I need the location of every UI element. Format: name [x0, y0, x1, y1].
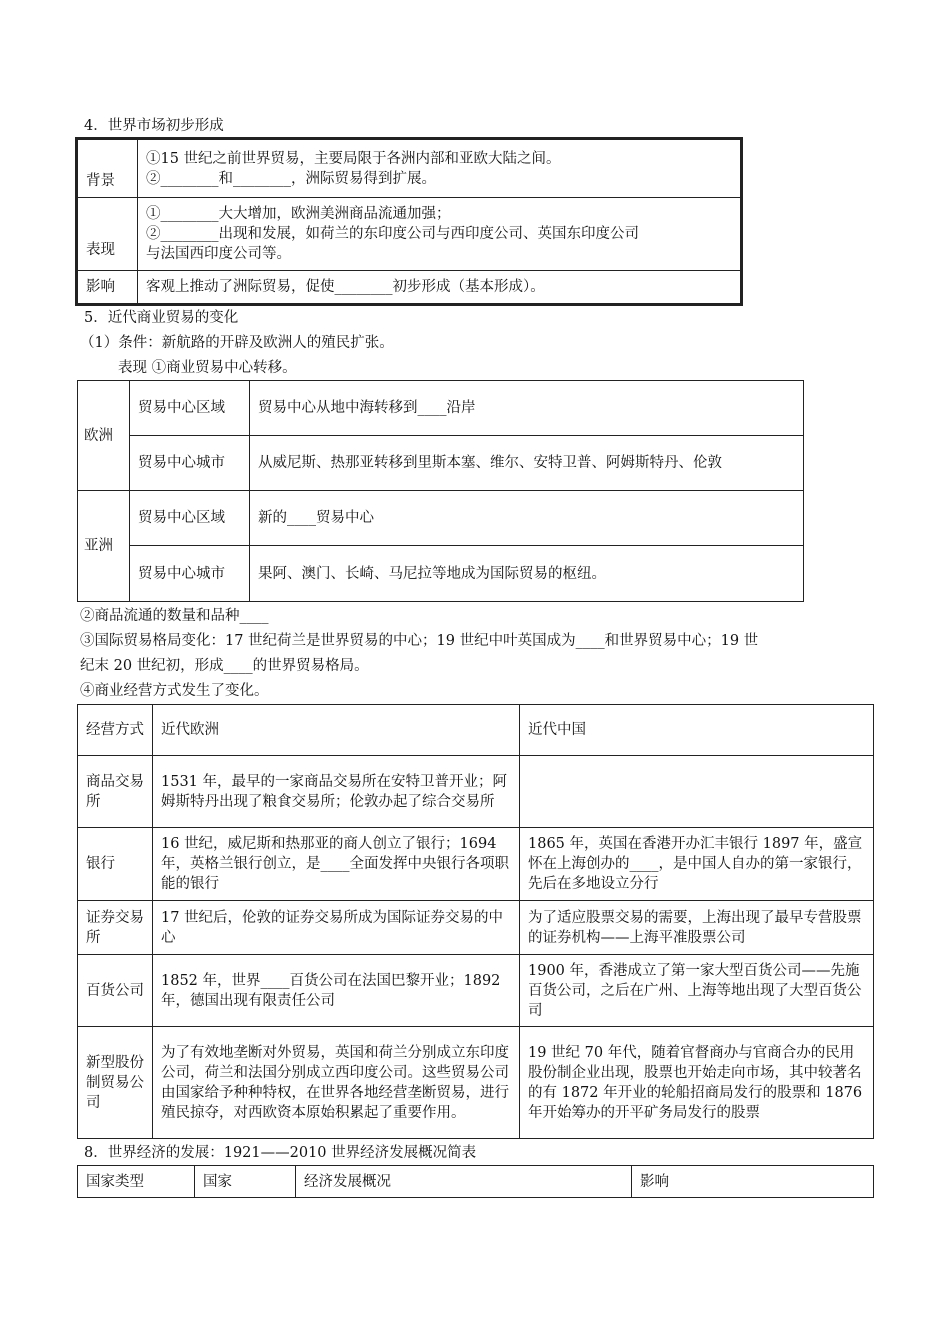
header-cell: 国家	[195, 1166, 296, 1198]
item-label: 贸易中心区域	[130, 381, 250, 436]
table-row	[78, 756, 874, 828]
paragraph-2: ②商品流通的数量和品种____	[80, 608, 269, 624]
header-cell: 经济发展概况	[296, 1166, 632, 1198]
table-row	[78, 198, 741, 271]
region-label: 亚洲	[78, 491, 130, 602]
table-row	[78, 1027, 874, 1139]
table-row	[78, 436, 804, 491]
table-row	[78, 955, 874, 1027]
header-cell: 近代中国	[520, 705, 874, 756]
table-row	[78, 546, 804, 602]
mode-label: 新型股份制贸易公司	[78, 1027, 153, 1139]
cell-line: ②________出现和发展，如荷兰的东印度公司与西印度公司、英国东印度公司	[146, 226, 639, 242]
item-label: 贸易中心城市	[130, 436, 250, 491]
row-label: 表现	[78, 198, 138, 271]
mode-label: 商品交易所	[78, 756, 153, 828]
section-4-heading: 4．世界市场初步形成	[84, 118, 224, 134]
section-5-heading: 5．近代商业贸易的变化	[84, 310, 239, 326]
table-header-row	[78, 1166, 874, 1198]
table-row	[78, 140, 741, 198]
condition-text: （1）条件：新航路的开辟及欧洲人的殖民扩张。	[80, 335, 394, 351]
header-cell: 国家类型	[78, 1166, 195, 1198]
china-cell: 1900 年，香港成立了第一家大型百货公司——先施百货公司，之后在广州、上海等地出现了大型百货公司	[520, 955, 874, 1027]
header-cell: 近代欧洲	[153, 705, 520, 756]
china-cell: 为了适应股票交易的需要，上海出现了最早专营股票的证券机构——上海平准股票公司	[520, 901, 874, 955]
item-text: 从威尼斯、热那亚转移到里斯本塞、维尔、安特卫普、阿姆斯特丹、伦敦	[250, 436, 804, 491]
header-cell: 影响	[632, 1166, 874, 1198]
cell-line: 客观上推动了洲际贸易，促使________初步形成（基本形成）。	[146, 279, 545, 295]
china-cell	[520, 756, 874, 828]
header-cell: 经营方式	[78, 705, 153, 756]
paragraph-4: ④商业经营方式发生了变化。	[80, 683, 269, 699]
item-text: 果阿、澳门、长崎、马尼拉等地成为国际贸易的枢纽。	[250, 546, 804, 602]
world-market-table	[77, 139, 741, 304]
business-mode-table	[77, 704, 874, 1139]
europe-cell: 1531 年，最早的一家商品交易所在安特卫普开业；阿姆斯特丹出现了粮食交易所；伦敦办起了综合交易所	[153, 756, 520, 828]
china-cell: 1865 年，英国在香港开办汇丰银行 1897 年，盛宣怀在上海创办的____，是中国人自办的第一家银行，先后在多地设立分行	[520, 828, 874, 901]
world-economy-table	[77, 1165, 874, 1198]
cell-line: ①15 世纪之前世界贸易，主要局限于各洲内部和亚欧大陆之间。	[146, 150, 561, 167]
cell-line: 与法国西印度公司等。	[146, 246, 291, 262]
cell-line: ①________大大增加，欧洲美洲商品流通加强；	[146, 206, 451, 222]
item-text: 新的____贸易中心	[250, 491, 804, 546]
europe-cell: 1852 年，世界____百货公司在法国巴黎开业；1892 年，德国出现有限责任公司	[153, 955, 520, 1027]
item-label: 贸易中心区域	[130, 491, 250, 546]
table-row	[78, 828, 874, 901]
europe-cell: 为了有效地垄断对外贸易，英国和荷兰分别成立东印度公司，荷兰和法国分别成立西印度公司。这些贸易公司由国家给予种种特权，在世界各地经营垄断贸易，进行殖民掠夺，对西欧资本原始积累起了重要作用。	[153, 1027, 520, 1139]
performance-text: 表现 ①商业贸易中心转移。	[118, 360, 297, 376]
table-row	[78, 901, 874, 955]
row-label: 背景	[78, 140, 138, 198]
mode-label: 百货公司	[78, 955, 153, 1027]
item-label: 贸易中心城市	[130, 546, 250, 602]
table-header-row	[78, 705, 874, 756]
table-row	[78, 491, 804, 546]
paragraph-3b: 纪末 20 世纪初，形成____的世界贸易格局。	[80, 658, 369, 674]
row-label: 影响	[78, 271, 138, 304]
europe-cell: 16 世纪，威尼斯和热那亚的商人创立了银行；1694 年，英格兰银行创立，是____全面发挥中央银行各项职能的银行	[153, 828, 520, 901]
china-cell: 19 世纪 70 年代，随着官督商办与官商合办的民用股份制企业出现，股票也开始走向市场，其中较著名的有 1872 年开业的轮船招商局发行的股票和 1876 年开始筹办的开平矿务局发行的股票	[520, 1027, 874, 1139]
section-8-heading: 8．世界经济的发展：1921——2010 世界经济发展概况简表	[84, 1145, 477, 1161]
mode-label: 银行	[78, 828, 153, 901]
cell-line: ②________和________，洲际贸易得到扩展。	[146, 170, 436, 187]
item-text: 贸易中心从地中海转移到____沿岸	[250, 381, 804, 436]
region-label: 欧洲	[78, 381, 130, 491]
trade-center-table	[77, 380, 804, 602]
europe-cell: 17 世纪后，伦敦的证券交易所成为国际证券交易的中心	[153, 901, 520, 955]
mode-label: 证券交易所	[78, 901, 153, 955]
paragraph-3a: ③国际贸易格局变化：17 世纪荷兰是世界贸易的中心；19 世纪中叶英国成为____和世界贸易中心；19 世	[80, 633, 759, 649]
table-row	[78, 271, 741, 304]
table-row	[78, 381, 804, 436]
